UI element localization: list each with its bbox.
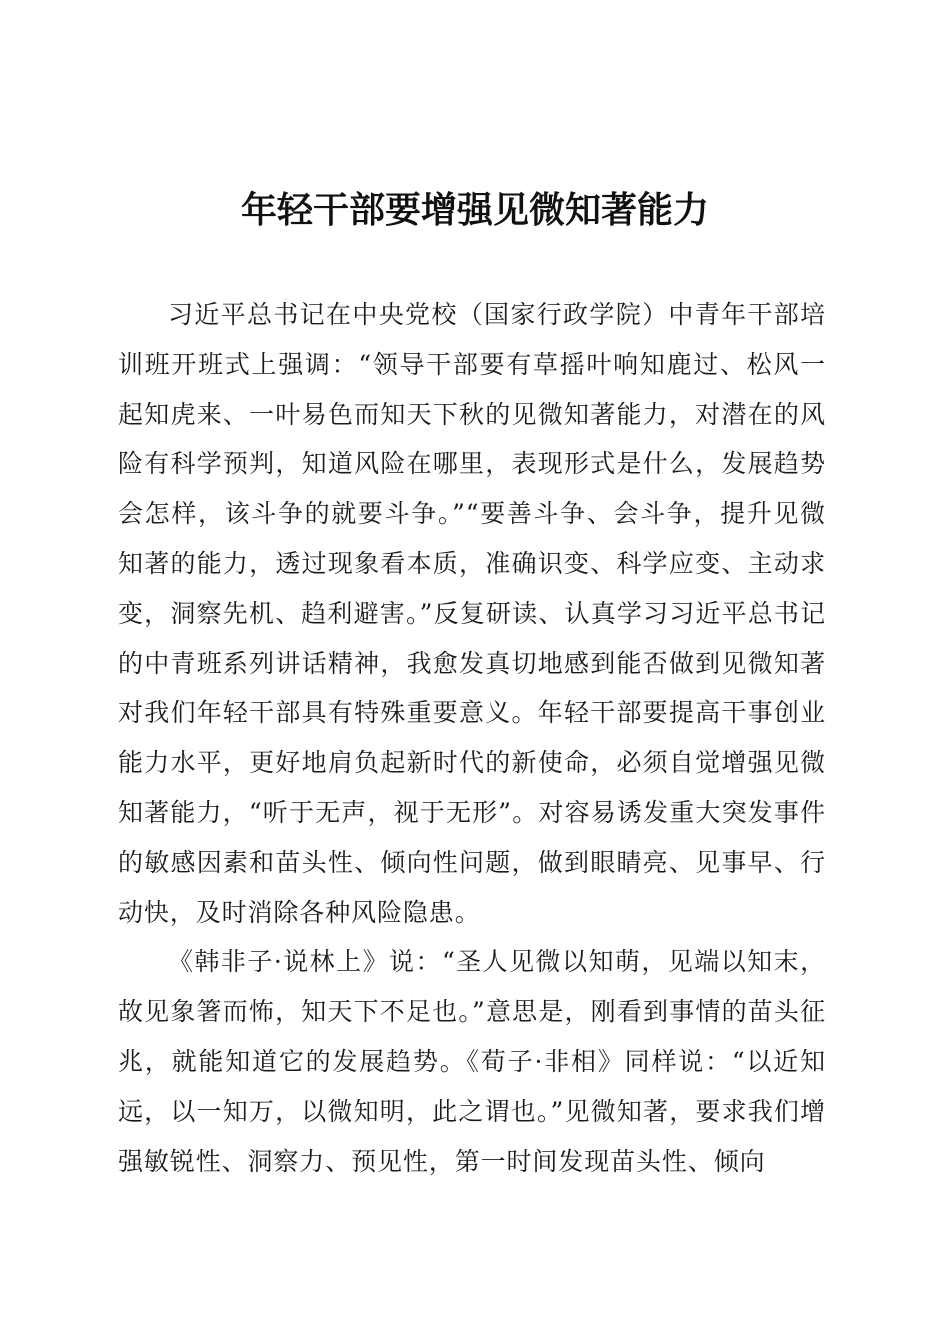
paragraph-1: 习近平总书记在中央党校（国家行政学院）中青年干部培训班开班式上强调：“领导干部要有草摇叶响知鹿过、松风一起知虎来、一叶易色而知天下秋的见微知著能力，对潜在的风险有科学预判，知道风险在哪里，表现形式是什么，发展趋势会怎样，该斗争的就要斗争。”“要善斗争、会斗争，提升见微知著的能力，透过现象看本质，准确识变、科学应变、主动求变，洞察先机、趋利避害。”反复研读、认真学习习近平总书记的中青班系列讲话精神，我愈发真切地感到能否做到见微知著对我们年轻干部具有特殊重要意义。年轻干部要提高干事创业能力水平，更好地肩负起新时代的新使命，必须自觉增强见微知著能力，“听于无声，视于无形”。对容易诱发重大突发事件的敏感因素和苗头性、倾向性问题，做到眼睛亮、见事早、行动快，及时消除各种风险隐患。 bbox=[118, 300, 826, 927]
document-title: 年轻干部要增强见微知著能力 bbox=[240, 189, 709, 231]
paragraph-2: 《韩非子·说林上》说：“圣人见微以知萌，见端以知末，故见象箸而怖，知天下不足也。”意思是，刚看到事情的苗头征兆，就能知道它的发展趋势。《荀子·非相》同样说：“以近知远，以一知万，以微知明，此之谓也。”见微知著，要求我们增强敏锐性、洞察力、预见性，第一时间发现苗头性、倾向 bbox=[118, 947, 826, 1176]
document-body bbox=[118, 290, 826, 1186]
